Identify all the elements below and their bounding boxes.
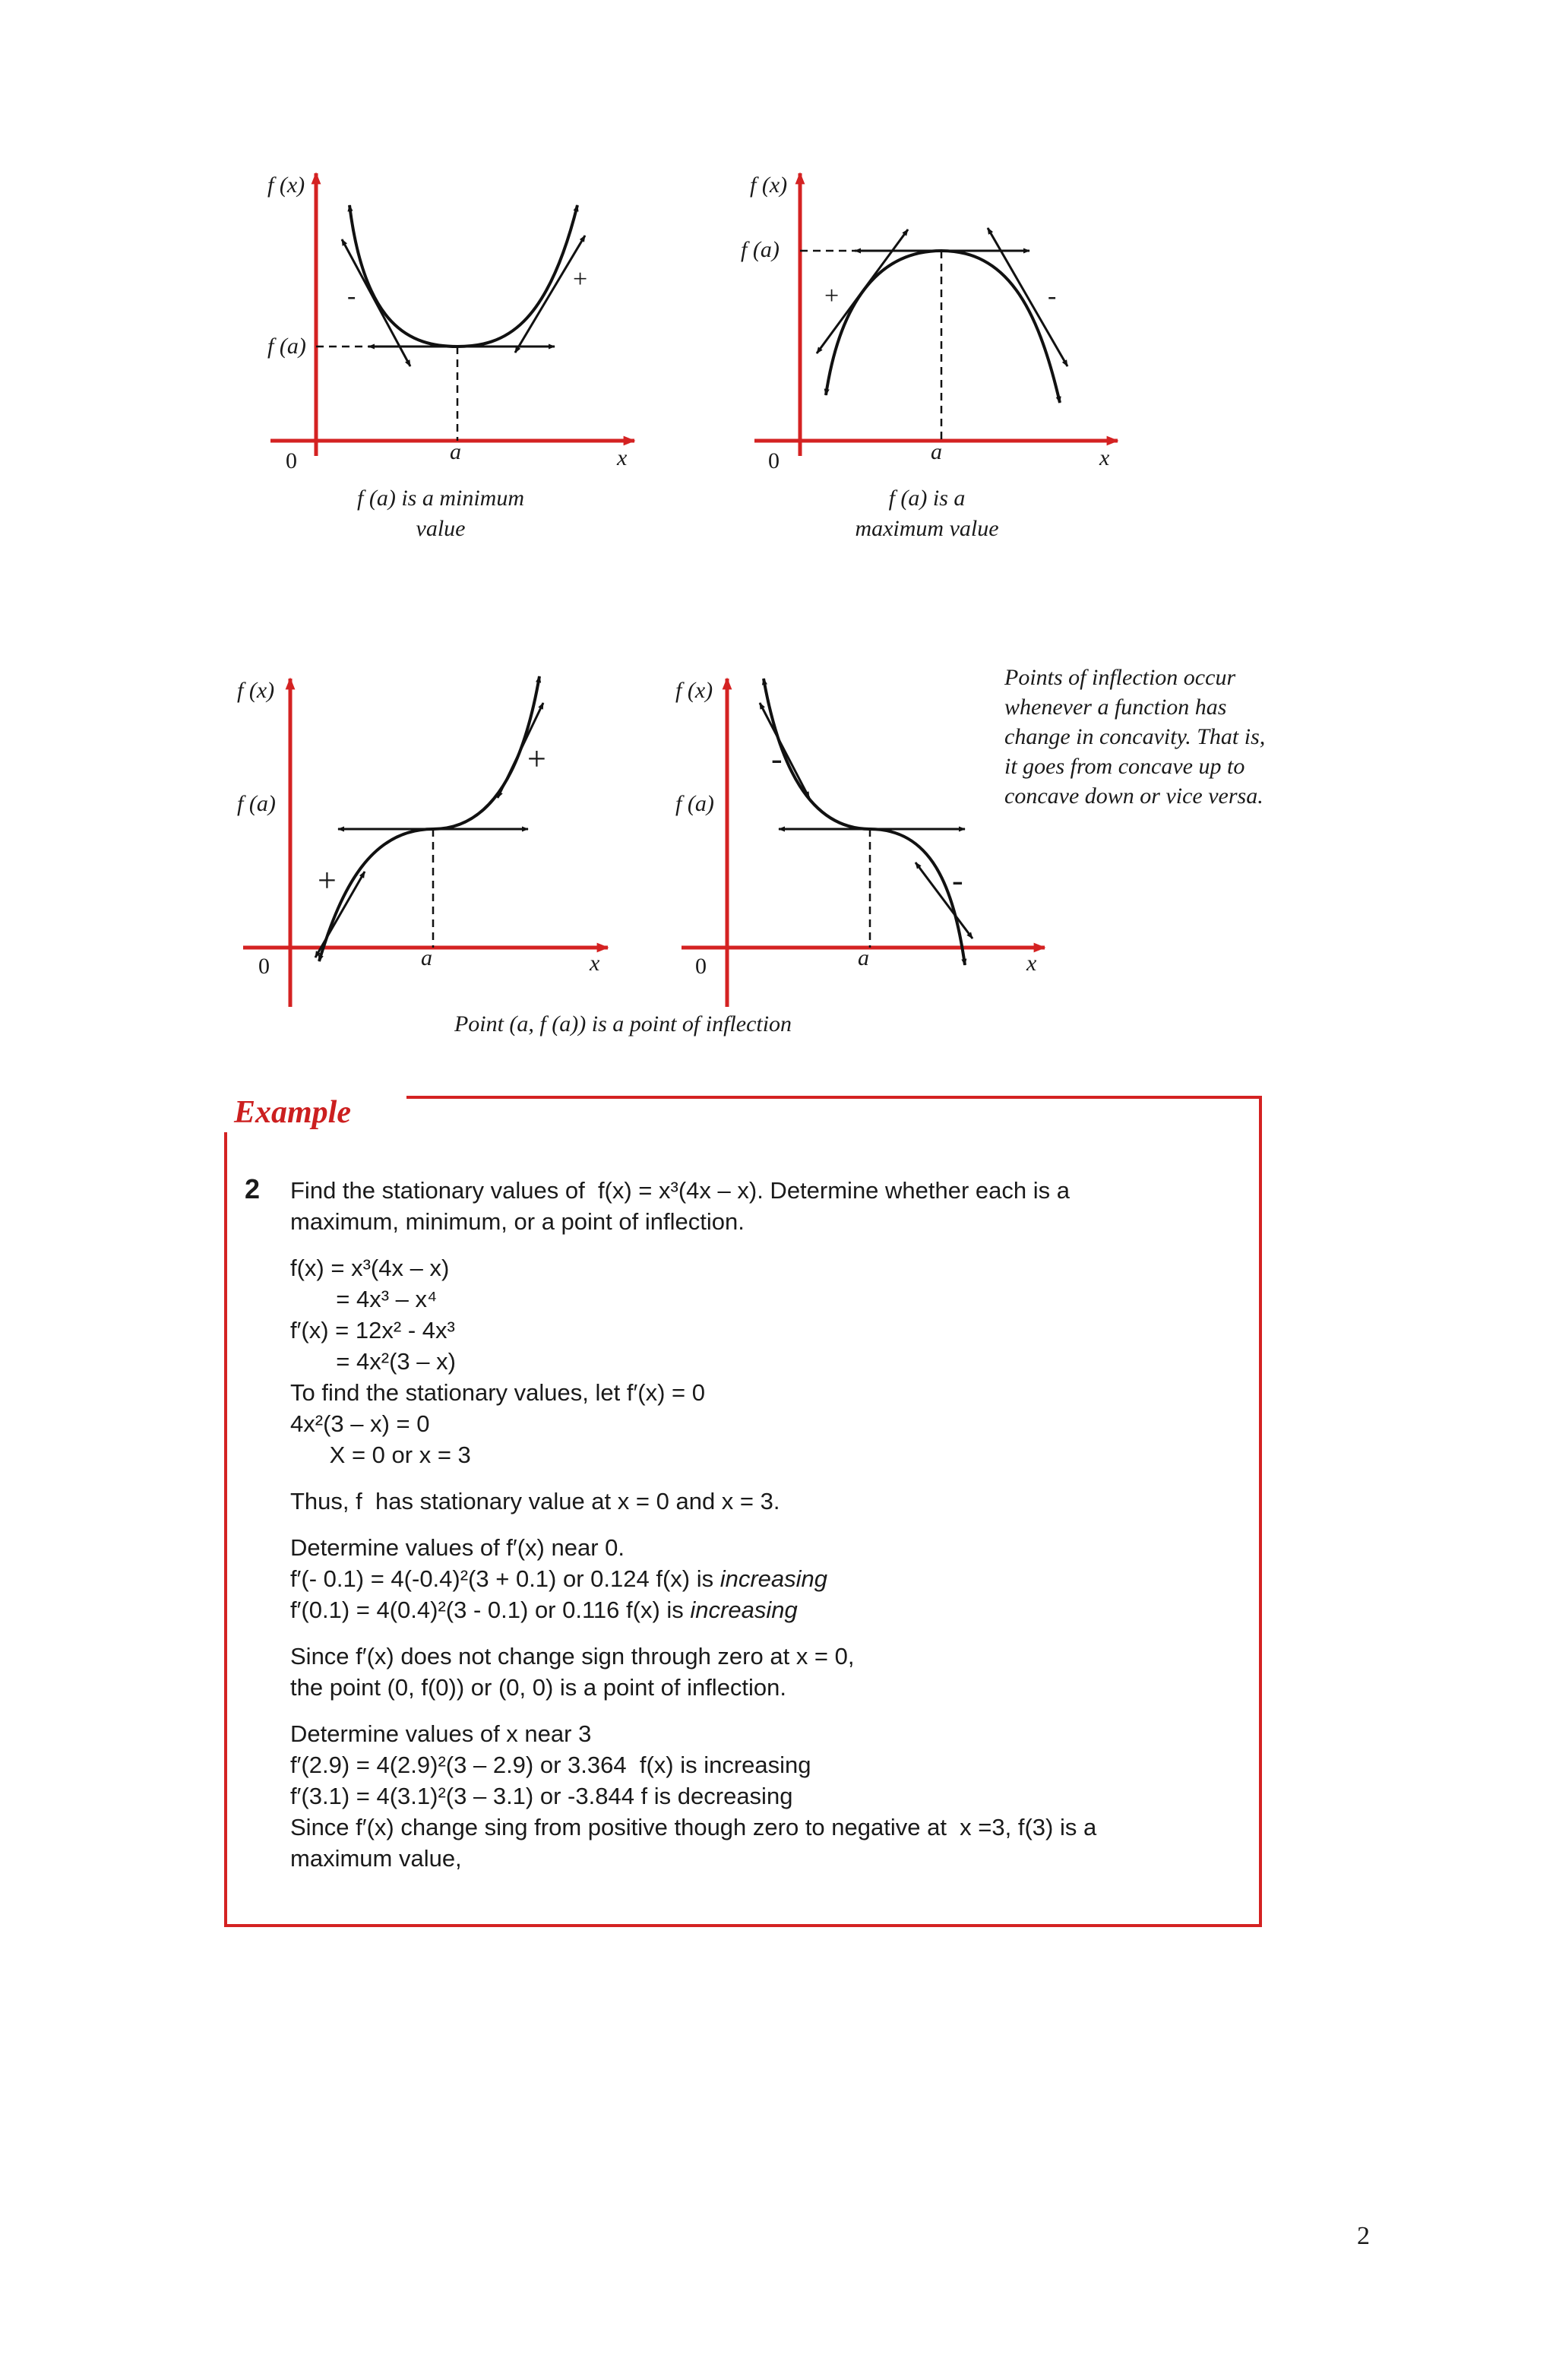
increasing-word: increasing <box>690 1597 798 1623</box>
sign-right: - <box>1048 282 1057 310</box>
working-line: Determine values of f′(x) near 0. <box>290 1534 625 1561</box>
working-line: f′(0.1) = 4(0.4)²(3 - 0.1) or 0.116 f(x) is increasing <box>290 1597 798 1623</box>
page-number: 2 <box>1357 2222 1370 2250</box>
a-label: a <box>858 945 869 970</box>
x-axis-label: x <box>1099 445 1110 470</box>
working-line: f(x) = x³(4x – x) <box>290 1255 450 1281</box>
example-number: 2 <box>245 1173 261 1204</box>
working-line: f′(- 0.1) = 4(-0.4)²(3 + 0.1) or 0.124 f(x) is increasing <box>290 1565 828 1592</box>
y-axis-label: f (x) <box>267 172 305 198</box>
working-line: f′(2.9) = 4(2.9)²(3 – 2.9) or 3.364 f(x) is increasing <box>290 1752 811 1778</box>
working-line: = 4x³ – x⁴ <box>290 1286 438 1312</box>
x-axis-label: x <box>617 445 628 470</box>
origin-label: 0 <box>695 954 707 979</box>
inflection-note: Points of inflection occur whenever a function has change in concavity. That is, it goes from concave up to concave down or vice versa. <box>1004 665 1266 809</box>
origin-label: 0 <box>258 954 270 979</box>
working-line: f′(x) = 12x² - 4x³ <box>290 1317 455 1343</box>
maximum-caption: f (a) is a maximum value <box>855 486 999 541</box>
x-axis-label: x <box>590 951 600 976</box>
origin-label: 0 <box>286 448 297 473</box>
sign-upper: + <box>527 740 546 777</box>
example-title: Example <box>234 1095 351 1130</box>
a-label: a <box>450 439 461 464</box>
working-line: f′(3.1) = 4(3.1)²(3 – 3.1) or -3.844 f is decreasing <box>290 1783 793 1809</box>
fa-label: f (a) <box>237 791 276 816</box>
working-line: Since f′(x) does not change sign through zero at x = 0, <box>290 1643 855 1669</box>
y-axis-label: f (x) <box>237 678 275 703</box>
fa-label: f (a) <box>741 237 780 262</box>
sign-lower: + <box>318 862 337 899</box>
sign-left: + <box>824 282 840 310</box>
working-line: X = 0 or x = 3 <box>290 1442 471 1468</box>
sign-upper: - <box>771 740 783 777</box>
minimum-value-graph <box>258 167 653 486</box>
curve <box>349 205 577 347</box>
working-line: To find the stationary values, let f′(x) = 0 <box>290 1379 705 1406</box>
example-body <box>290 1175 1240 1874</box>
tangent-line <box>515 236 588 353</box>
curve <box>764 679 965 965</box>
curve <box>826 251 1060 403</box>
sign-left: - <box>347 282 356 310</box>
question-line: maximum, minimum, or a point of inflection. <box>290 1208 745 1235</box>
inflection-falling-graph <box>672 673 1052 1007</box>
sign-right: + <box>573 265 588 293</box>
fa-label: f (a) <box>675 791 714 816</box>
a-label: a <box>931 439 942 464</box>
working-line: Determine values of x near 3 <box>290 1720 592 1747</box>
question-line: Find the stationary values of f(x) = x³(4x – x). Determine whether each is a <box>290 1177 1071 1204</box>
maximum-value-graph <box>741 167 1136 486</box>
inflection-caption: Point (a, f (a)) is a point of inflection <box>454 1011 792 1037</box>
increasing-word: increasing <box>719 1565 828 1592</box>
tangent-line <box>916 862 972 938</box>
conclusion-line: Thus, f has stationary value at x = 0 and x = 3. <box>290 1488 780 1514</box>
minimum-caption: f (a) is a minimum value <box>357 486 524 541</box>
working-line: Since f′(x) change sing from positive though zero to negative at x =3, f(3) is a <box>290 1814 1097 1840</box>
y-axis-label: f (x) <box>675 678 713 703</box>
working-line: maximum value, <box>290 1845 462 1872</box>
a-label: a <box>421 945 432 970</box>
tangent-line <box>760 703 809 798</box>
working-line: = 4x²(3 – x) <box>290 1348 456 1375</box>
fa-label: f (a) <box>267 334 306 359</box>
curve <box>319 676 539 961</box>
inflection-rising-graph <box>236 673 615 1007</box>
working-line: the point (0, f(0)) or (0, 0) is a point of inflection. <box>290 1674 787 1701</box>
origin-label: 0 <box>768 448 780 473</box>
working-line: 4x²(3 – x) = 0 <box>290 1410 430 1437</box>
x-axis-label: x <box>1026 951 1037 976</box>
sign-lower: - <box>952 862 963 899</box>
y-axis-label: f (x) <box>750 172 788 198</box>
